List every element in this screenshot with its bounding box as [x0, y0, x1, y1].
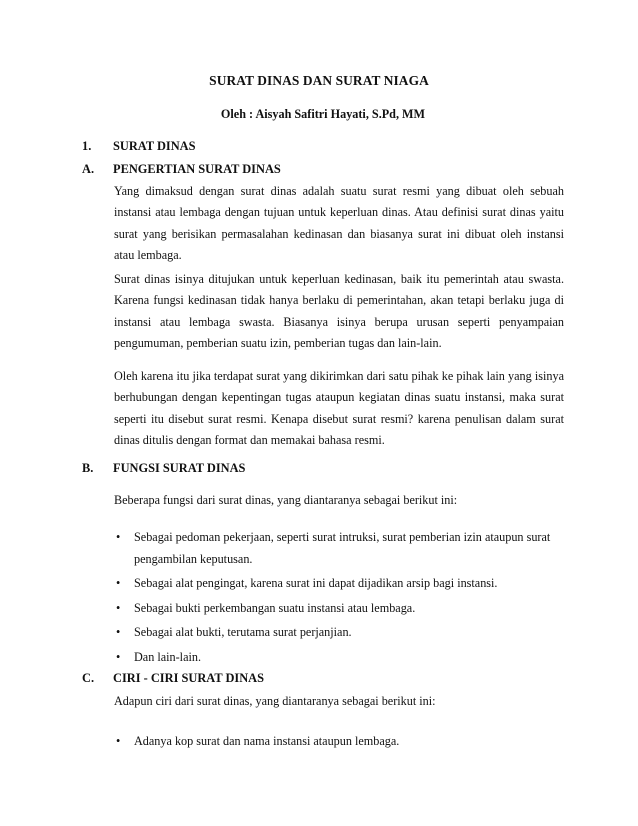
section-label: SURAT DINAS — [113, 139, 196, 153]
section-label: PENGERTIAN SURAT DINAS — [113, 162, 281, 176]
section-number: 1. — [82, 139, 92, 153]
paragraph-a3: Oleh karena itu jika terdapat surat yang dikirimkan dari satu pihak ke pihak lain yang isinya berhubungan dengan kepentingan tugas ataupun kegiatan dinas suatu instansi, maka surat seperti itu disebut surat resmi. Kenapa disebut surat resmi? karena penulisan dalam surat dinas ditulis dengan format dan memakai bahasa resmi. — [114, 369, 564, 447]
document-title: SURAT DINAS DAN SURAT NIAGA — [209, 73, 429, 88]
section-number: A. — [82, 162, 95, 176]
section-number: C. — [82, 671, 95, 685]
list-item-text: Sebagai alat pengingat, karena surat ini dapat dijadikan arsip bagi instansi. — [134, 576, 498, 590]
bullet-icon: • — [116, 734, 121, 748]
bullet-icon: • — [116, 649, 121, 664]
list-item — [114, 731, 564, 753]
section-heading-1 — [82, 139, 196, 154]
section-label: FUNGSI SURAT DINAS — [113, 461, 246, 475]
list-item-text: Adanya kop surat dan nama instansi ataupun lembaga. — [134, 734, 400, 748]
paragraph-a1: Yang dimaksud dengan surat dinas adalah suatu surat resmi yang dibuat oleh sebuah instansi atau lembaga dengan tujuan untuk keperluan dinas. Atau definisi surat dinas yaitu surat yang berisikan permasalahan kedinasan dan biasanya surat ini dibuat oleh instansi atau lembaga. — [114, 184, 564, 262]
list-item-text: Dan lain-lain. — [134, 649, 202, 664]
list-item-text: Sebagai alat bukti, terutama surat perjanjian. — [134, 625, 352, 639]
paragraph-c: Adapun ciri dari surat dinas, yang diantaranya sebagai berikut ini: — [114, 694, 436, 708]
section-number: B. — [82, 461, 94, 475]
section-label: CIRI - CIRI SURAT DINAS — [113, 671, 265, 685]
section-heading-b — [82, 461, 245, 476]
author-line: Oleh : Aisyah Safitri Hayati, S.Pd, MM — [220, 107, 426, 121]
list-item — [114, 647, 564, 669]
bullet-icon: • — [116, 625, 121, 639]
paragraph-a2: Surat dinas isinya ditujukan untuk keperluan kedinasan, baik itu pemerintah atau swasta. Karena fungsi kedinasan tidak hanya berlaku di pemerintahan, akan tetapi berlaku juga di instansi atau lembaga swasta. Biasanya isinya berupa urusan seperti penyampaian pengumuman, pemberian suatu izin, pemberian tugas dan lain-lain. — [114, 272, 564, 350]
bullet-icon: • — [116, 600, 121, 615]
list-item — [114, 573, 564, 595]
section-heading-a — [82, 162, 281, 177]
list-item — [114, 622, 564, 644]
section-heading-c — [82, 671, 264, 686]
list-item-text: Sebagai bukti perkembangan suatu instansi atau lembaga. — [134, 600, 416, 615]
list-item-text: Sebagai pedoman pekerjaan, seperti surat intruksi, surat pemberian izin ataupun surat pengambilan keputusan. — [134, 530, 551, 566]
bullet-icon: • — [116, 576, 121, 590]
paragraph-b: Beberapa fungsi dari surat dinas, yang diantaranya sebagai berikut ini: — [114, 493, 458, 507]
list-item — [114, 598, 564, 620]
bullet-list-c — [114, 731, 564, 753]
list-item — [114, 527, 564, 570]
bullet-icon: • — [116, 530, 121, 544]
bullet-list-b — [114, 527, 564, 668]
